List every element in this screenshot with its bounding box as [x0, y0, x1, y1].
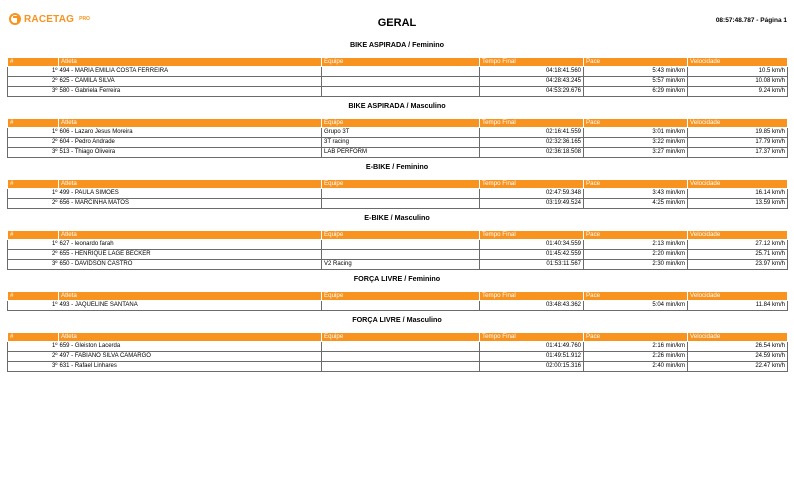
results-section — [7, 97, 787, 158]
team-cell: LAB PERFORM — [322, 148, 480, 158]
report-header — [0, 0, 794, 36]
col-header-pace: Pace — [584, 231, 688, 240]
col-header-team: Equipe — [322, 180, 480, 189]
brand-suffix: PRO — [79, 16, 90, 22]
athlete-cell: 627 - leonardo farah — [59, 240, 322, 250]
speed-cell: 19.85 km/h — [688, 128, 788, 138]
col-header-final-time: Tempo Final — [480, 180, 584, 189]
pace-cell: 2:16 min/km — [584, 342, 688, 352]
col-header-pace: Pace — [584, 119, 688, 128]
col-header-athlete: Atleta — [59, 292, 322, 301]
table-row — [8, 250, 788, 260]
col-header-position: # — [8, 119, 59, 128]
table-row — [8, 67, 788, 77]
final-time-cell: 02:00:15.316 — [480, 362, 584, 372]
position-cell: 3º — [8, 260, 59, 270]
table-row — [8, 77, 788, 87]
team-cell — [322, 189, 480, 199]
athlete-cell: 656 - MARCINHA MATOS — [59, 199, 322, 209]
athlete-cell: 604 - Pedro Andrade — [59, 138, 322, 148]
speed-cell: 24.59 km/h — [688, 352, 788, 362]
final-time-cell: 01:45:42.559 — [480, 250, 584, 260]
table-row — [8, 352, 788, 362]
speed-cell: 25.71 km/h — [688, 250, 788, 260]
position-cell: 2º — [8, 138, 59, 148]
col-header-speed: Velocidade — [688, 231, 788, 240]
timestamp-page: 08:57:48.787 - Página 1 — [715, 17, 787, 24]
pace-cell: 5:43 min/km — [584, 67, 688, 77]
section-title: E-BIKE / Feminino — [365, 162, 429, 171]
position-cell: 2º — [8, 77, 59, 87]
table-row — [8, 301, 788, 311]
table-row — [8, 260, 788, 270]
col-header-position: # — [8, 58, 59, 67]
col-header-final-time: Tempo Final — [480, 292, 584, 301]
final-time-cell: 04:53:29.676 — [480, 87, 584, 97]
position-cell: 2º — [8, 250, 59, 260]
results-table — [7, 118, 788, 158]
results-table — [7, 291, 788, 311]
final-time-cell: 04:28:43.245 — [480, 77, 584, 87]
final-time-cell: 04:18:41.560 — [480, 67, 584, 77]
col-header-speed: Velocidade — [688, 119, 788, 128]
col-header-athlete: Atleta — [59, 180, 322, 189]
athlete-cell: 493 - JAQUELINE SANTANA — [59, 301, 322, 311]
table-header-row — [8, 292, 788, 301]
pace-cell: 2:26 min/km — [584, 352, 688, 362]
pace-cell: 3:43 min/km — [584, 189, 688, 199]
col-header-position: # — [8, 180, 59, 189]
final-time-cell: 02:16:41.559 — [480, 128, 584, 138]
col-header-speed: Velocidade — [688, 333, 788, 342]
pace-cell: 2:40 min/km — [584, 362, 688, 372]
final-time-cell: 02:47:59.348 — [480, 189, 584, 199]
team-cell: V2 Racing — [322, 260, 480, 270]
col-header-athlete: Atleta — [59, 333, 322, 342]
speed-cell: 17.37 km/h — [688, 148, 788, 158]
col-header-team: Equipe — [322, 292, 480, 301]
col-header-final-time: Tempo Final — [480, 119, 584, 128]
table-row — [8, 138, 788, 148]
athlete-cell: 494 - MARIA EMILIA COSTA FERREIRA — [59, 67, 322, 77]
results-table — [7, 230, 788, 270]
results-section — [7, 158, 787, 209]
col-header-position: # — [8, 292, 59, 301]
table-row — [8, 199, 788, 209]
col-header-pace: Pace — [584, 58, 688, 67]
position-cell: 3º — [8, 87, 59, 97]
team-cell: Grupo 3T — [322, 128, 480, 138]
speed-cell: 13.59 km/h — [688, 199, 788, 209]
section-title: BIKE ASPIRADA / Masculino — [348, 101, 446, 110]
col-header-position: # — [8, 333, 59, 342]
athlete-cell: 650 - DAVIDSON CASTRO — [59, 260, 322, 270]
pace-cell: 5:57 min/km — [584, 77, 688, 87]
team-cell — [322, 199, 480, 209]
team-cell: 3T racing — [322, 138, 480, 148]
col-header-athlete: Atleta — [59, 231, 322, 240]
results-section — [7, 36, 787, 97]
final-time-cell: 01:49:51.912 — [480, 352, 584, 362]
athlete-cell: 659 - Gleiston Lacerda — [59, 342, 322, 352]
results-table — [7, 332, 788, 372]
position-cell: 2º — [8, 199, 59, 209]
speed-cell: 23.97 km/h — [688, 260, 788, 270]
athlete-cell: 580 - Gabriela Ferreira — [59, 87, 322, 97]
pace-cell: 5:04 min/km — [584, 301, 688, 311]
results-section — [7, 209, 787, 270]
team-cell — [322, 352, 480, 362]
table-header-row — [8, 58, 788, 67]
position-cell: 3º — [8, 362, 59, 372]
section-title: FORÇA LIVRE / Masculino — [352, 315, 442, 324]
table-row — [8, 362, 788, 372]
final-time-cell: 01:40:34.559 — [480, 240, 584, 250]
final-time-cell: 01:53:11.567 — [480, 260, 584, 270]
team-cell — [322, 67, 480, 77]
athlete-cell: 499 - PAULA SIMÕES — [59, 189, 322, 199]
position-cell: 1º — [8, 342, 59, 352]
final-time-cell: 01:41:49.760 — [480, 342, 584, 352]
table-row — [8, 342, 788, 352]
section-title: E-BIKE / Masculino — [364, 213, 430, 222]
section-title: BIKE ASPIRADA / Feminino — [349, 40, 445, 49]
team-cell — [322, 342, 480, 352]
athlete-cell: 625 - CAMILA SILVA — [59, 77, 322, 87]
final-time-cell: 03:48:43.362 — [480, 301, 584, 311]
speed-cell: 27.12 km/h — [688, 240, 788, 250]
speed-cell: 26.54 km/h — [688, 342, 788, 352]
col-header-position: # — [8, 231, 59, 240]
col-header-final-time: Tempo Final — [480, 231, 584, 240]
col-header-speed: Velocidade — [688, 292, 788, 301]
speed-cell: 17.79 km/h — [688, 138, 788, 148]
col-header-pace: Pace — [584, 292, 688, 301]
team-cell — [322, 87, 480, 97]
speed-cell: 10.08 km/h — [688, 77, 788, 87]
table-row — [8, 128, 788, 138]
col-header-team: Equipe — [322, 58, 480, 67]
team-cell — [322, 250, 480, 260]
col-header-final-time: Tempo Final — [480, 333, 584, 342]
speed-cell: 22.47 km/h — [688, 362, 788, 372]
speed-cell: 10.5 km/h — [688, 67, 788, 77]
col-header-speed: Velocidade — [688, 58, 788, 67]
athlete-cell: 631 - Rafael Linhares — [59, 362, 322, 372]
speed-cell: 16.14 km/h — [688, 189, 788, 199]
final-time-cell: 02:32:36.165 — [480, 138, 584, 148]
position-cell: 3º — [8, 148, 59, 158]
results-section — [7, 311, 787, 372]
table-header-row — [8, 119, 788, 128]
col-header-team: Equipe — [322, 333, 480, 342]
col-header-pace: Pace — [584, 333, 688, 342]
position-cell: 1º — [8, 189, 59, 199]
pace-cell: 2:30 min/km — [584, 260, 688, 270]
pace-cell: 6:29 min/km — [584, 87, 688, 97]
table-header-row — [8, 333, 788, 342]
team-cell — [322, 301, 480, 311]
col-header-team: Equipe — [322, 231, 480, 240]
col-header-team: Equipe — [322, 119, 480, 128]
pace-cell: 3:22 min/km — [584, 138, 688, 148]
position-cell: 2º — [8, 352, 59, 362]
results-section — [7, 270, 787, 311]
position-cell: 1º — [8, 240, 59, 250]
pace-cell: 4:25 min/km — [584, 199, 688, 209]
col-header-athlete: Atleta — [59, 119, 322, 128]
position-cell: 1º — [8, 301, 59, 311]
table-row — [8, 189, 788, 199]
results-table — [7, 179, 788, 209]
results-sections — [7, 36, 787, 372]
athlete-cell: 606 - Lazaro Jesus Moreira — [59, 128, 322, 138]
results-table — [7, 57, 788, 97]
pace-cell: 2:20 min/km — [584, 250, 688, 260]
team-cell — [322, 77, 480, 87]
table-header-row — [8, 231, 788, 240]
pace-cell: 2:13 min/km — [584, 240, 688, 250]
athlete-cell: 497 - FABIANO SILVA CAMARGO — [59, 352, 322, 362]
col-header-final-time: Tempo Final — [480, 58, 584, 67]
team-cell — [322, 362, 480, 372]
section-title: FORÇA LIVRE / Feminino — [353, 274, 441, 283]
col-header-athlete: Atleta — [59, 58, 322, 67]
speed-cell: 9.24 km/h — [688, 87, 788, 97]
page-title: GERAL — [377, 17, 417, 29]
team-cell — [322, 240, 480, 250]
table-row — [8, 87, 788, 97]
final-time-cell: 02:36:18.508 — [480, 148, 584, 158]
pace-cell: 3:01 min/km — [584, 128, 688, 138]
col-header-speed: Velocidade — [688, 180, 788, 189]
athlete-cell: 655 - HENRIQUE LAGE BECKER — [59, 250, 322, 260]
position-cell: 1º — [8, 67, 59, 77]
brand-name: RACETAG — [24, 13, 75, 25]
table-row — [8, 240, 788, 250]
table-row — [8, 148, 788, 158]
final-time-cell: 03:19:49.524 — [480, 199, 584, 209]
speed-cell: 11.84 km/h — [688, 301, 788, 311]
col-header-pace: Pace — [584, 180, 688, 189]
athlete-cell: 513 - Thiago Oliveira — [59, 148, 322, 158]
position-cell: 1º — [8, 128, 59, 138]
table-header-row — [8, 180, 788, 189]
pace-cell: 3:27 min/km — [584, 148, 688, 158]
